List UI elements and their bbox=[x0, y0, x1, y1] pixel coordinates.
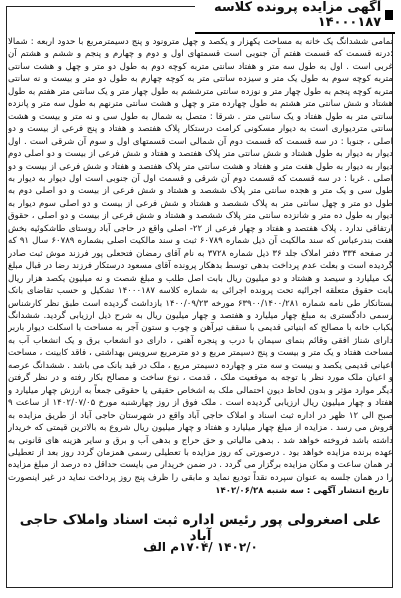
notice-body: تمامی ششدانگ یک خانه به مساحت یکهزار و یکصد و چهل مترونود و پنج دسیمترمربع با حدود اربعه : شمالا :درنه قسمت که قسمت هفتم آن جنوبی است قسمتهای اول و دوم و چهارم و پنجم و ششم و هشتم آن غربی است . اول به طول سه متر و هفتاد سانتی متربه کوچه دوم به طول دو متر و چهل و هشت سانتی متربه کوچه سوم به طول یک متر و سیزده سانتی متر به کوچه چهارم به طول دو متر و بیست و نه سانتی متربه کوچه پنجم به طول چهار متر و نوزده سانتی مترششم به طول چهار متر و یک سانتی متر هفتم به طول هشتاد و شش سانتی متر هشتم به طول چهارده متر و چهل و هشت سانتی مترنهم به طول سه متر و پانزده سانتی متر به طول هفتاد و یک سانتی متر . شرقا : متصل به شمال به طول سی و نه متر و بیست و هشت سانتی متردیواری است به دیوار مسکونی کرامت درستکار پلاک هفتصد و هفتاد و پنج فرعی از بیست و دو اصلی ، جنوبا : در سه قسمت که قسمت دوم آن شمالی است قسمتهای اول و سوم آن شرقی است . اول دیوار به دیوار به طول هشتاد و شش سانتی متر پلاک هفتصد و هفتاد و شش فرعی از بیست و دو اصلی دوم دیوار به دیوار به طول هفت متر و هفتاد و هشت سانتی متر پلاک هفتصد و هفتاد و شش فرعی از بیست و دو اصلی . غربا : در سه قسمت که قسمت دوم آن شرقی و قسمت اول آن جنوبی است اول دیوار به دیوار به طول سی و یک متر و هجده سانتی متر پلاک ششصد و هشتاد و شش فرعی از بیست و دو اصلی دوم به طول دو متر و چهل سانتی متر به پلاک ششصد و هشتاد و شش فرعی از بیست و دو اصلی سوم دیوار به دیوار به طول ده متر و شانزده سانتی متر پلاک ششصد و هشتاد و شش فرعی از بیست و دو اصلی ، حقوق ارتفاقی ندارد . پلاک هفتصد و هفتاد و چهار فرعی از ۲۲- اصلی واقع در حاجی آباد روستای طاشکوئیه بخش هفت بندرعباس که سند مالکیت آن ذیل شماره ۶۰۷۸۹ ثبت و سند مالکیت اصلی بشماره ۶۰۷۸۹ سال ۹۱ که در صفحه ۳۳۴ دفتر املاک جلد ۳۶ ذیل شماره ۳۷۲۸ به نام آقای رمضان فتحعلی پور فرزند موش ثبت صادر گردیده است و بعلت عدم پرداخت بدهی توسط بدهکار پرونده آقای مسعود درستکار فرزند رضا در قبال مبلغ یک میلیارد و سیصد و هشتاد و دو میلیون ریال بابت اصل طلب و مبلغ شصت و نه میلیون یکصد هزار ریال بابت حقوق متعلقه اجرائیه تحت پرونده اجرائی به شماره کلاسه ۱۴۰۰۰۱۸۷ تشکیل و حسب تقاضای بانک بستانکار طی نامه شماره ۶۳۹۰۰/۱۴۰۰/۲۸۱ مورخه ۱۴۰۰/۰۹/۲۳ بازداشت گردیده است طبق نظر کارشناس رسمی دادگستری به مبلغ چهار میلیارد و هفتصد و چهار میلیون ریال به شرح ذیل ارزیابی گردید. ششدانگ یکباب خانه با مصالح که ابنیاتی قدیمی با سقف تیرآهن و چوب و ستون آجر به مساحت با اسکلت دیوار باربر دارای شناژ افقی وقائم بنمای سیمان با درب و پنجره آهنی ، دارای دو انشعاب برق و یک انشعاب آب به مساحت هفتاد و یک متر و بیست و پنج دسیمتر مربع و دو مترمربع سرویس بهداشتی ، فاقد کابینت ، مساحت اعیانی قدیمی یکصد و بیست و سه متر و چهارده دسیمتر مربع ، ملک در قید بانک می باشد . ششدانگ عرصه و اعیان ملک مورد نظر با توجه به موقعیت ملک ، قدمت ، نوع ساخت و مصالح بکار رفته و در نظر گرفتن دیگر موارد مؤثر و بدون لحاظ دیون احتمالی ملک به اشخاص حقیقی یا حقوقی جمعاً به ارزش چهار میلیارد و هفتاد و چهار میلیون ریال ارزیابی گردیده است . ملک فوق از روز چهارشنبه مورخ ۱۴۰۲/۰۷/۰۵ از ساعت ۹ صبح الی ۱۲ ظهر در اداره ثبت اسناد و املاک حاجی آباد واقع در شهرستان حاجی آباد از طریق مزایده به فروش می رسد . مزایده از مبلغ چهار میلیارد و هفتاد و چهار میلیون ریال شروع به بالاترین قیمتی که خریدار داشته باشد فروخته خواهد شد . بدهی مالیاتی و حق حراج و بدهی آب و برق و سایر هزینه های قانونی به عهده برنده مزایده خواهد بود . درصورتی که روز مزایده با تعطیلی رسمی همزمان گردد روز بعد از تعطیلی در همان ساعت و مکان مزایده برگزار می گردد . در ضمن خریدار می بایست حداقل ده درصد از مبلغ مزایده را در همان جلسه به عنوان سپرده نقداً تودیع نماید و مابقی را ظرف پنج روز پرداخت نماید در غیر اینصورت bbox=[8, 37, 393, 483]
reference-number: ۱۴۰۲/۰ /۱۷۰۴م الف bbox=[143, 540, 258, 554]
square-bullet-icon bbox=[385, 10, 393, 20]
publish-date: تاریخ انتشار آگهی : سه شنبه ۱۴۰۲/۰۶/۲۸ bbox=[215, 486, 389, 496]
signatory-line: علی اصغرولی پور رئیس اداره ثبت اسناد واملاک حاجی آباد bbox=[19, 512, 382, 544]
notice-header bbox=[195, 0, 395, 30]
notice-title-badge bbox=[195, 0, 395, 34]
notice-title: آگهی مزایده پرونده کلاسه ۱۴۰۰۰۱۸۷ bbox=[213, 0, 382, 30]
